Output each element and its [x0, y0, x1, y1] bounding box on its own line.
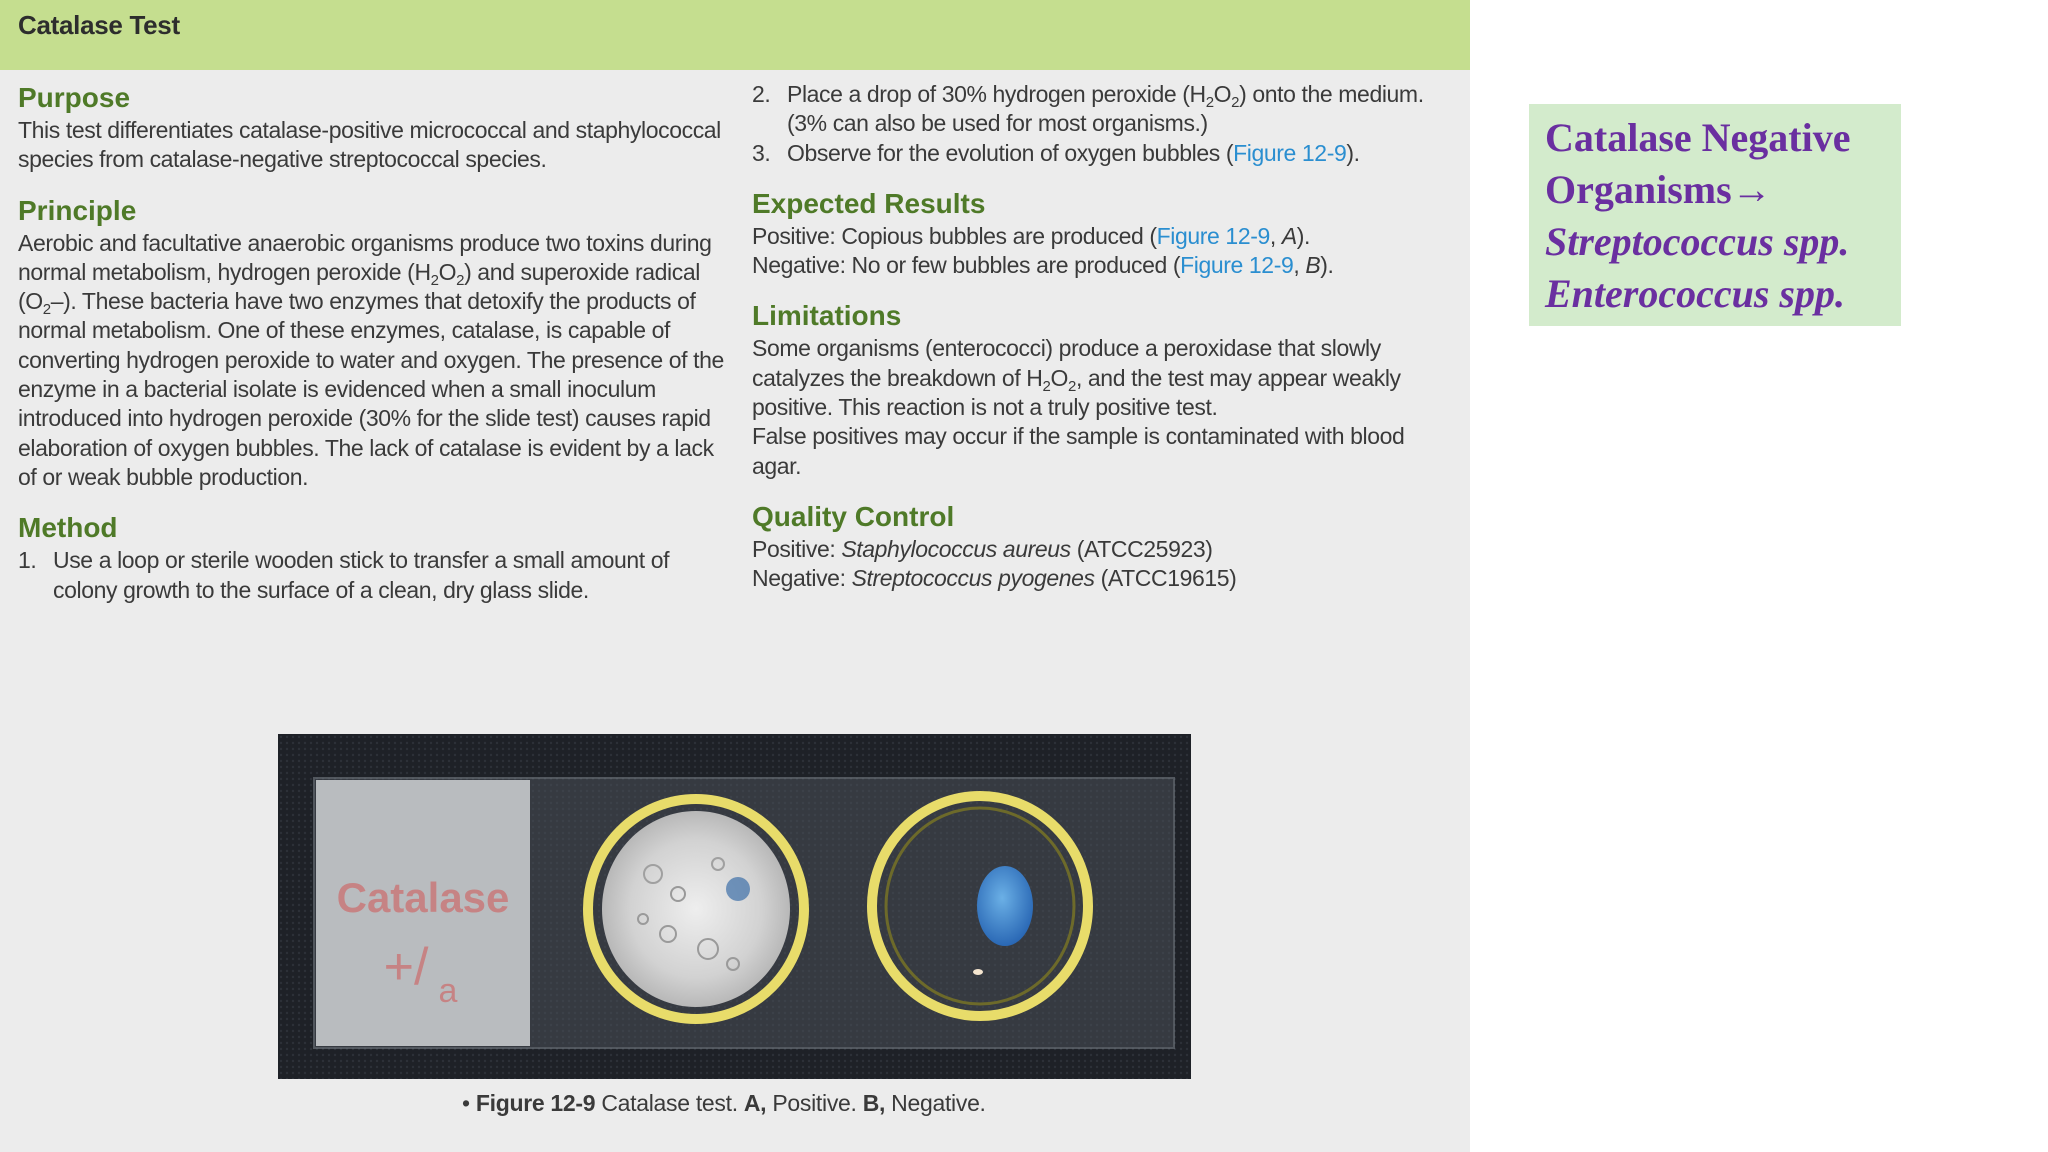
callout-line-2: Organisms→: [1545, 167, 1772, 212]
callout-line-3: Streptococcus spp.: [1545, 219, 1850, 264]
figure-link[interactable]: Figure 12-9: [1180, 252, 1294, 279]
positive-bubbles: [602, 811, 790, 1007]
method-heading: Method: [18, 512, 118, 544]
qc-positive: Positive: Staphylococcus aureus (ATCC25923): [752, 535, 1213, 562]
slide-handwriting-1: Catalase: [336, 874, 510, 921]
expected-results-heading: Expected Results: [752, 187, 986, 219]
page-header: [0, 0, 1470, 70]
purpose-text: This test differentiates catalase-positive micrococcal and staphylococcal species from catalase-negative streptococcal species.: [18, 117, 721, 173]
slide-handwriting-2: +/: [383, 938, 429, 996]
slide-illustration: [278, 734, 1191, 1079]
figure-caption: • Figure 12-9 Catalase test. A, Positive. B, Negative.: [462, 1090, 986, 1116]
purpose-heading: Purpose: [18, 82, 131, 113]
method-step-1: 1. Use a loop or sterile wooden stick to transfer a small amount of colony growth to the surface of a clean, dry glass slide.: [18, 547, 670, 603]
right-column: [752, 80, 1452, 594]
negative-drop: [977, 866, 1033, 946]
catalase-test-photo: [278, 734, 1191, 1079]
arrow-right-icon: →: [1731, 167, 1772, 212]
left-column: [18, 80, 728, 605]
callout-line-4: Enterococcus spp.: [1545, 271, 1845, 316]
quality-control-heading: Quality Control: [752, 500, 955, 532]
catalase-negative-callout: [1529, 104, 1901, 326]
figure-link[interactable]: Figure 12-9: [1156, 222, 1270, 249]
page-title: Catalase Test: [18, 10, 180, 40]
principle-text: Aerobic and facultative anaerobic organisms produce two toxins during normal metabolism, hydrogen peroxide $(H_2O_2)$ and superoxide radical $(O_2-)$. These bacteria have two enzymes that detoxify the products of normal metabolism. One of these enzymes, catalase, is capable of converting hydrogen peroxide to water and oxygen. The presence of the enzyme in a bacterial isolate is evidenced when a small inoculum introduced into hydrogen peroxide (30% for the slide test) causes rapid elaboration of oxygen bubbles. The lack of catalase is evident by a lack of or weak bubble production.: [18, 229, 724, 490]
slide-handwriting-3: a: [438, 972, 458, 1010]
limitations-heading: Limitations: [752, 300, 902, 332]
qc-negative: Negative: Streptococcus pyogenes (ATCC19615): [752, 565, 1237, 592]
limitations-text-2: False positives may occur if the sample is contaminated with blood agar.: [752, 423, 1405, 479]
expected-positive: Positive: Copious bubbles are produced (Figure 12-9, A).: [752, 222, 1311, 249]
method-step-2: 2. Place a drop of 30% hydrogen peroxide $(H_2O_2)$ onto the medium. (3% can also be used for most organisms.): [752, 81, 1424, 137]
callout-line-1: Catalase Negative: [1545, 115, 1851, 160]
limitations-text: Some organisms (enterococci) produce a peroxidase that slowly catalyzes the breakdown of $H_2O_2$, and the test may appear weakly positive. This reaction is not a truly positive test.: [752, 335, 1401, 421]
expected-negative: Negative: No or few bubbles are produced (Figure 12-9, B).: [752, 252, 1334, 279]
principle-heading: Principle: [18, 194, 137, 226]
figure-link[interactable]: Figure 12-9: [1233, 139, 1347, 166]
method-step-3: 3. Observe for the evolution of oxygen bubbles (Figure 12-9).: [752, 139, 1360, 166]
